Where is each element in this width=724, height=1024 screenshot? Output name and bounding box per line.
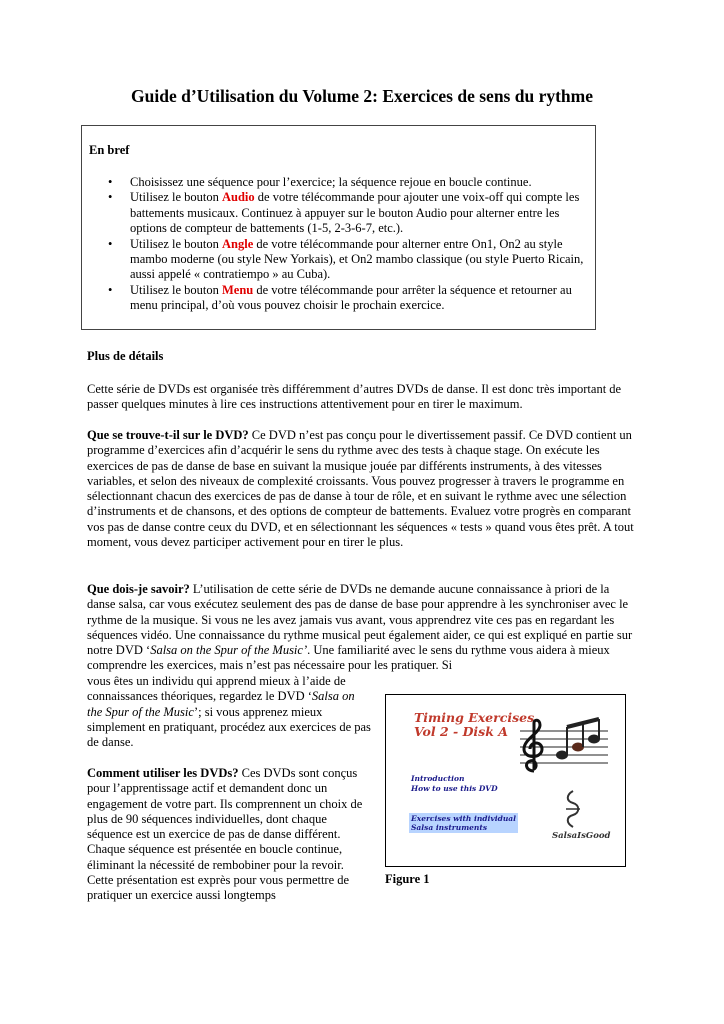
figure-caption: Figure 1	[385, 872, 430, 886]
summary-list	[108, 175, 594, 314]
menu-item-exercises: Exercises with individual Salsa instruments	[411, 814, 516, 832]
angle-button-label: Angle	[222, 236, 254, 251]
bullet-icon: •	[108, 175, 113, 189]
paragraph-what-to-know: Que dois-je savoir? L’utilisation de cette série de DVDs ne demande aucune connaissance à priori de la danse salsa, car vous exécutez seulement des pas de danse de base pour apprendre à les synchroniser avec le rythme de la musique. Si vous ne les avez jamais vus avant, vous apprendrez vite ces pas en regardant les séquences vidéo. Une connaissance du rythme musical peut également aider, ce qui est expliqué en partie sur notre DVD ‘Salsa on the Spur of the Music’. Une familiarité avec le sens du rythme vous aidera à mieux comprendre les exercices, mais n’est pas nécessaire pour les pratiquer. Si	[87, 582, 633, 673]
summary-item: • Choisissez une séquence pour l’exercice; la séquence rejoue en boucle continue.	[108, 175, 532, 189]
summary-item: • Utilisez le bouton Angle de votre télécommande pour alterner entre On1, On2 au style mambo moderne (ou style New Yorkais), et On2 mambo classique (ou style Puerto Ricain, aussi appelé « contratiempo » au Cuba).	[108, 236, 584, 282]
menu-button-label: Menu	[222, 282, 254, 297]
paragraph-dvd-content: Que se trouve-t-il sur le DVD? Ce DVD n’est pas conçu pour le divertissement passif. Ce DVD contient un programme d’exercices afin d’acquérir le sens du rythme avec des tests à chaque stage. On exécute les exercices de pas de danse de base en suivant la musique jouée par différents instruments, à des vitesses variables, et selon des niveaux de complexité croissants. Vous pouvez progresser à travers le programme en sélectionnant chacun des exercices de pas de danse à tour de rôle, et en suivant le rythme avec une sélection d’instruments et de chansons, et des options de compteur de battements. Evaluez votre progrès en comparant vos pas de danse contre ceux du DVD, et en sélectionnant les séquences « tests » quand vous êtes prêt. A tout moment, vous devez participer activement pour en tirer le plus.	[87, 428, 634, 550]
summary-item: • Utilisez le bouton Menu de votre télécommande pour arrêter la séquence et retourner au menu principal, d’où vous pouvez choisir le prochain exercice.	[108, 282, 572, 313]
q1-heading: Que se trouve-t-il sur le DVD?	[87, 428, 249, 442]
audio-button-label: Audio	[222, 190, 255, 205]
page-title: Guide d’Utilisation du Volume 2: Exercices de sens du rythme	[131, 86, 593, 106]
q2-heading: Que dois-je savoir?	[87, 582, 190, 596]
paragraph-what-to-know-cont: vous êtes un individu qui apprend mieux à l’aide de connaissances théoriques, regardez le DVD ‘Salsa on the Spur of the Music’; si vous apprenez mieux simplement en pratiquant, procédez aux exercices de pas de danse.	[87, 674, 371, 750]
swirl-logo-icon	[562, 789, 584, 829]
summary-box	[81, 125, 596, 330]
bullet-icon: •	[108, 190, 113, 205]
paragraph-how-to-use: Comment utiliser les DVDs? Ces DVDs sont conçus pour l’apprentissage actif et demandent donc un engagement de votre part. Ils comprennent un choix de plus de 90 séquences individuelles, dont chaque séquence est un exercice de pas de danse différent. Chaque séquence est présentée en boucle continue, éliminant la nécessité de rembobiner pour la revoir. Cette présentation est exprès pour vous permettre de pratiquer un exercice aussi longtemps	[87, 766, 363, 903]
menu-item-how-to-use: How to use this DVD	[411, 784, 498, 793]
intro-paragraph: Cette série de DVDs est organisée très différemment d’autres DVDs de danse. Il est donc très important de passer quelques minutes à lire ces instructions attentivement pour en tirer le maximum.	[87, 382, 622, 412]
summary-item: • Utilisez le bouton Audio de votre télécommande pour ajouter une voix-off qui compte les battements musicaux. Continuez à appuyer sur le bouton Audio pour alterner entre les options de compteur de battements (1-5, 2-3-6-7, etc.).	[108, 190, 580, 236]
treble-clef-notes-icon	[516, 717, 611, 775]
brand-label: SalsaIsGood	[552, 831, 611, 841]
details-heading: Plus de détails	[87, 349, 164, 363]
q3-heading: Comment utiliser les DVDs?	[87, 766, 239, 780]
dvd-menu-figure	[385, 694, 626, 867]
summary-heading: En bref	[89, 143, 130, 157]
bullet-icon: •	[108, 282, 113, 297]
figure-title: Timing Exercises Vol 2 - Disk A	[414, 710, 535, 739]
bullet-icon: •	[108, 236, 113, 251]
menu-item-introduction: Introduction	[411, 774, 465, 783]
